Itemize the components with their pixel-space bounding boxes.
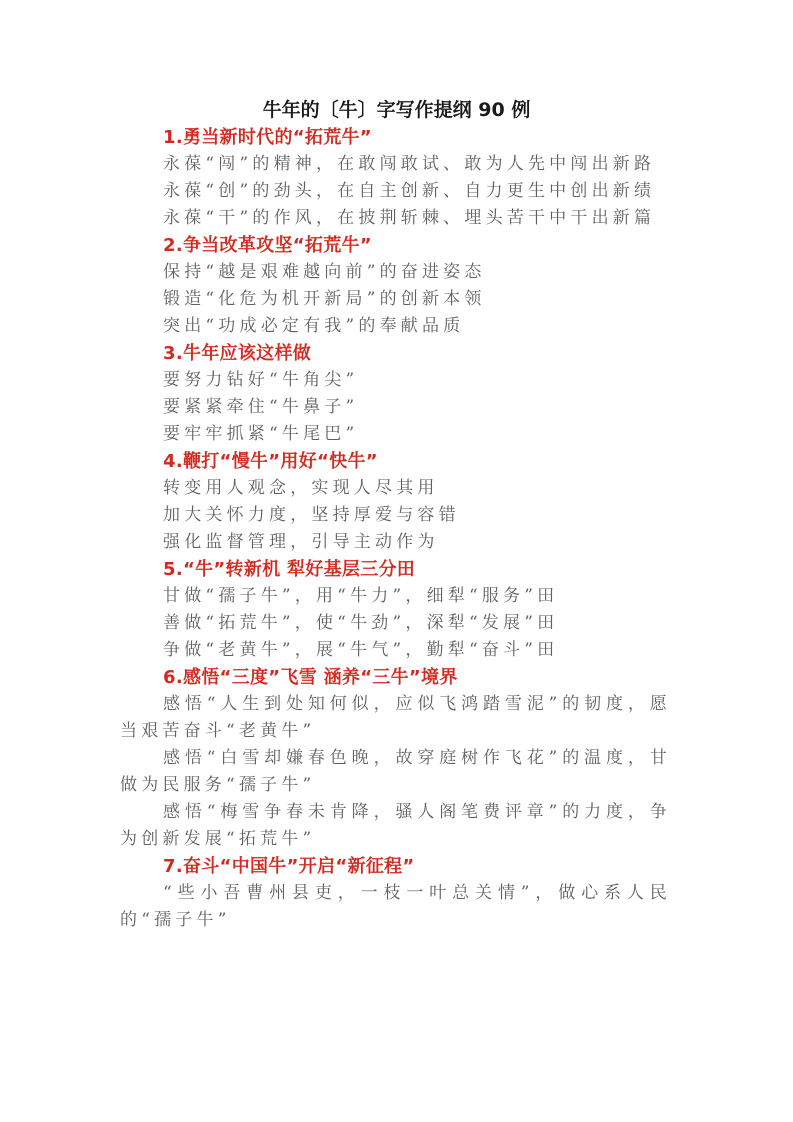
- section-heading: 4.鞭打“慢牛”用好“快牛”: [163, 451, 378, 472]
- section-line: 争做“老黄牛”，展“牛气”，勤犁“奋斗”田: [163, 640, 559, 660]
- section-paragraph: 感悟“白雪却嫌春色晚，故穿庭树作飞花”的温度，甘做为民服务“孺子牛”: [120, 748, 671, 795]
- section-paragraph: 感悟“梅雪争春未肯降，骚人阁笔费评章”的力度，争为创新发展“拓荒牛”: [120, 802, 671, 849]
- section-line: 锻造“化危为机开新局”的创新本领: [163, 289, 486, 309]
- section-line: 加大关怀力度，坚持厚爱与容错: [163, 505, 460, 525]
- section-paragraph: 永葆“干”的作风，在披荆斩棘、埋头苦干中干出新篇: [163, 208, 656, 228]
- section-7: [120, 853, 671, 934]
- section-line: 甘做“孺子牛”，用“牛力”，细犁“服务”田: [163, 586, 559, 606]
- section-line: 要牢牢抓紧“牛尾巴”: [163, 424, 359, 444]
- section-paragraph: 永葆“闯”的精神，在敢闯敢试、敢为人先中闯出新路: [163, 154, 656, 174]
- section-3: [120, 340, 671, 448]
- section-paragraph: 永葆“创”的劲头，在自主创新、自力更生中创出新绩: [163, 181, 656, 201]
- section-line: 强化监督管理，引导主动作为: [163, 532, 439, 552]
- section-4: [120, 448, 671, 556]
- section-line: 转变用人观念，实现人尽其用: [163, 478, 439, 498]
- section-heading: 6.感悟“三度”飞雪 涵养“三牛”境界: [163, 667, 458, 688]
- section-paragraph: “些小吾曹州县吏，一枝一叶总关情”，做心系人民的“孺子牛”: [120, 883, 671, 930]
- section-1: [120, 124, 671, 232]
- section-heading: 1.勇当新时代的“拓荒牛”: [163, 127, 372, 148]
- section-heading: 3.牛年应该这样做: [163, 343, 312, 364]
- section-heading: 7.奋斗“中国牛”开启“新征程”: [163, 856, 415, 877]
- section-line: 善做“拓荒牛”，使“牛劲”，深犁“发展”田: [163, 613, 559, 633]
- section-line: 保持“越是艰难越向前”的奋进姿态: [163, 262, 486, 282]
- section-5: [120, 556, 671, 664]
- section-paragraph: 感悟“人生到处知何似，应似飞鸿踏雪泥”的韧度，愿当艰苦奋斗“老黄牛”: [120, 694, 671, 741]
- section-line: 要紧紧牵住“牛鼻子”: [163, 397, 359, 417]
- section-heading: 2.争当改革攻坚“拓荒牛”: [163, 235, 372, 256]
- document-body: [120, 124, 671, 934]
- section-line: 突出“功成必定有我”的奉献品质: [163, 316, 465, 336]
- section-2: [120, 232, 671, 340]
- section-line: 要努力钻好“牛角尖”: [163, 370, 359, 390]
- document-title: 牛年的〔牛〕字写作提纲 90 例: [262, 99, 531, 121]
- section-6: [120, 664, 671, 853]
- section-heading: 5.“牛”转新机 犁好基层三分田: [163, 559, 416, 580]
